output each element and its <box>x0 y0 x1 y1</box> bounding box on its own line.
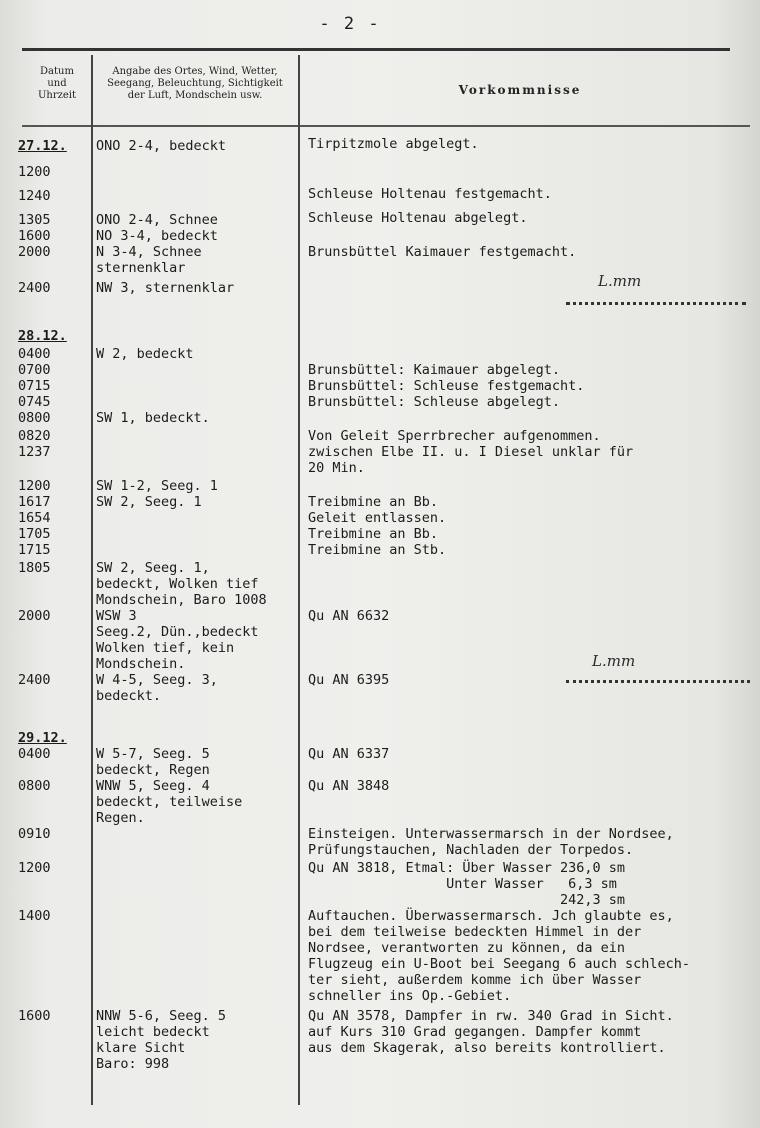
event-cell: Von Geleit Sperrbrecher aufgenommen. <box>308 428 601 444</box>
time-cell: 0800 <box>18 410 51 426</box>
weather-cell: WNW 5, Seeg. 4 bedeckt, teilweise Regen. <box>96 778 243 826</box>
time-cell: 1240 <box>18 188 51 204</box>
date-heading: 29.12. <box>18 730 67 746</box>
weather-cell: NO 3-4, bedeckt <box>96 228 218 244</box>
event-cell: Qu AN 6395 <box>308 672 390 688</box>
event-cell: Brunsbüttel Kaimauer festgemacht. <box>308 244 577 260</box>
time-cell: 1654 <box>18 510 51 526</box>
weather-cell: W 5-7, Seeg. 5 bedeckt, Regen <box>96 746 210 778</box>
dotted-separator <box>566 680 750 683</box>
event-cell: Treibmine an Bb. <box>308 526 439 542</box>
weather-cell: SW 2, Seeg. 1 <box>96 494 202 510</box>
column-divider-2 <box>298 55 300 1105</box>
time-cell: 1805 <box>18 560 51 576</box>
time-cell: 2400 <box>18 280 51 296</box>
time-cell: 1705 <box>18 526 51 542</box>
event-cell: Brunsbüttel: Schleuse festgemacht. <box>308 378 585 394</box>
header-rule <box>22 125 750 127</box>
weather-cell: N 3-4, Schnee sternenklar <box>96 244 202 276</box>
event-cell: Einsteigen. Unterwassermarsch in der Nordsee, Prüfungstauchen, Nachladen der Torpedos. <box>308 826 674 858</box>
weather-cell: NW 3, sternenklar <box>96 280 235 296</box>
header-date-line: Datum <box>40 66 74 77</box>
time-cell: 2400 <box>18 672 51 688</box>
time-cell: 0400 <box>18 346 51 362</box>
time-cell: 1715 <box>18 542 51 558</box>
event-cell: Tirpitzmole abgelegt. <box>308 136 479 152</box>
event-cell: Schleuse Holtenau abgelegt. <box>308 210 528 226</box>
event-cell: Schleuse Holtenau festgemacht. <box>308 186 552 202</box>
date-heading: 28.12. <box>18 328 67 344</box>
event-cell: Qu AN 3818, Etmal: Über Wasser 236,0 sm Unter Wasser 6,3 sm 242,3 sm <box>308 860 625 908</box>
event-cell: Qu AN 6632 <box>308 608 390 624</box>
signature-initials: L.mm <box>598 272 642 290</box>
event-cell: zwischen Elbe II. u. I Diesel unklar für 20 Min. <box>308 444 634 476</box>
weather-cell: ONO 2-4, Schnee <box>96 212 218 228</box>
event-cell: Qu AN 3848 <box>308 778 390 794</box>
time-cell: 0715 <box>18 378 51 394</box>
dotted-separator <box>566 302 746 305</box>
weather-cell: WSW 3 Seeg.2, Dün.,bedeckt Wolken tief, kein Mondschein. <box>96 608 259 672</box>
signature-initials: L.mm <box>592 652 636 670</box>
event-cell: Treibmine an Bb. <box>308 494 439 510</box>
event-cell: Qu AN 6337 <box>308 746 390 762</box>
weather-cell: SW 1, bedeckt. <box>96 410 210 426</box>
header-date-line: Uhrzeit <box>37 90 77 101</box>
weather-cell: SW 1-2, Seeg. 1 <box>96 478 218 494</box>
page-number: - 2 - <box>319 14 381 34</box>
time-cell: 0700 <box>18 362 51 378</box>
weather-cell: W 4-5, Seeg. 3, bedeckt. <box>96 672 218 704</box>
time-cell: 1200 <box>18 164 51 180</box>
event-cell: Treibmine an Stb. <box>308 542 447 558</box>
event-cell: Brunsbüttel: Schleuse abgelegt. <box>308 394 560 410</box>
time-cell: 0400 <box>18 746 51 762</box>
time-cell: 1600 <box>18 1008 51 1024</box>
event-cell: Brunsbüttel: Kaimauer abgelegt. <box>308 362 560 378</box>
header-place-line: Seegang, Beleuchtung, Sichtigkeit <box>107 78 283 89</box>
time-cell: 0910 <box>18 826 51 842</box>
weather-cell: NNW 5-6, Seeg. 5 leicht bedeckt klare Sicht Baro: 998 <box>96 1008 227 1072</box>
time-cell: 0800 <box>18 778 51 794</box>
header-date-line: und <box>47 78 67 89</box>
time-cell: 2000 <box>18 608 51 624</box>
time-cell: 1237 <box>18 444 51 460</box>
event-cell: Qu AN 3578, Dampfer in rw. 340 Grad in Sicht. auf Kurs 310 Grad gegangen. Dampfer kommt aus dem Skagerak, also bereits kontrolliert. <box>308 1008 674 1056</box>
time-cell: 0820 <box>18 428 51 444</box>
column-divider-1 <box>91 55 93 1105</box>
header-place-line: der Luft, Mondschein usw. <box>127 90 263 101</box>
date-heading: 27.12. <box>18 138 67 154</box>
event-cell: Geleit entlassen. <box>308 510 447 526</box>
event-cell: Auftauchen. Überwassermarsch. Jch glaubte es, bei dem teilweise bedeckten Himmel in der Nordsee, verantworten zu können, da ein Flugzeug ein U-Boot bei Seegang 6 auch schlech- ter sieht, außerdem komme ich über Wasser schneller ins Op.-Gebiet. <box>308 908 691 1004</box>
header-place <box>94 66 296 102</box>
weather-cell: W 2, bedeckt <box>96 346 194 362</box>
time-cell: 1200 <box>18 478 51 494</box>
time-cell: 0745 <box>18 394 51 410</box>
weather-cell: ONO 2-4, bedeckt <box>96 138 227 154</box>
header-events: Vorkommnisse <box>458 83 582 97</box>
header-place-line: Angabe des Ortes, Wind, Wetter, <box>112 66 278 77</box>
time-cell: 1617 <box>18 494 51 510</box>
time-cell: 2000 <box>18 244 51 260</box>
time-cell: 1600 <box>18 228 51 244</box>
weather-cell: SW 2, Seeg. 1, bedeckt, Wolken tief Mondschein, Baro 1008 <box>96 560 267 608</box>
time-cell: 1305 <box>18 212 51 228</box>
time-cell: 1400 <box>18 908 51 924</box>
time-cell: 1200 <box>18 860 51 876</box>
top-rule <box>22 48 730 51</box>
header-date <box>26 66 88 102</box>
